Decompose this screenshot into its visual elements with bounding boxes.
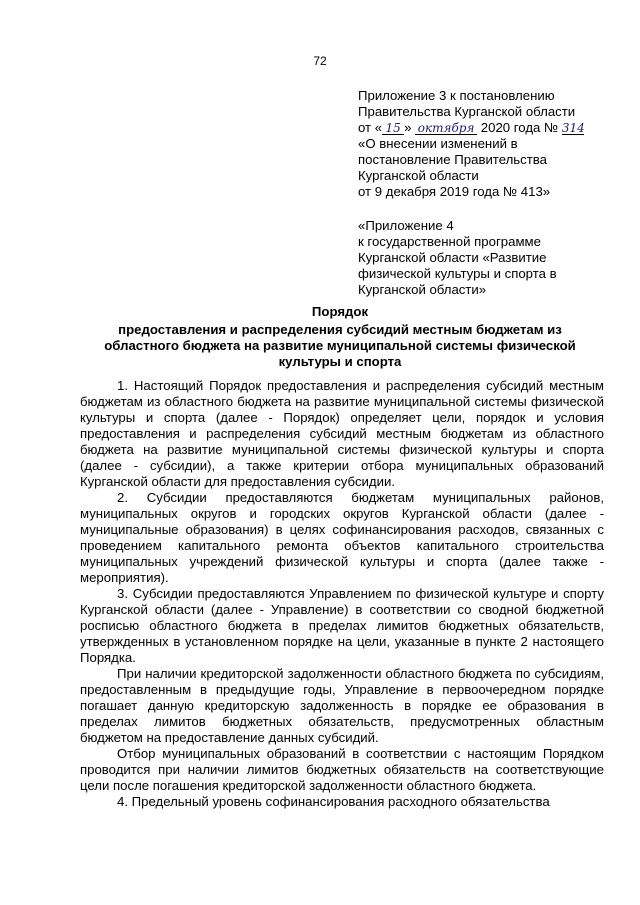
handwritten-month: октября [415, 122, 477, 135]
title-heading: Порядок [311, 304, 369, 319]
appendix-date-line [358, 120, 628, 136]
document-body [80, 378, 604, 810]
paragraph-4: При наличии кредиторской задолженности областного бюджета по субсидиям, предоставленным в предыдущие годы, Управление в первоочередном порядке погашает данную кредиторскую задолженность в порядке ее образования в пределах лимитов бюджетных обязательств, предусмотренных областным бюджетом на предоставление данных субсидий. [80, 666, 604, 745]
appendix-line-7: от 9 декабря 2019 года № 413» [358, 184, 551, 199]
handwritten-day: 15 [382, 122, 404, 135]
document-title [80, 304, 600, 370]
paragraph-6: 4. Предельный уровень софинансирования расходного обязательства [117, 794, 550, 809]
paragraph-3: 3. Субсидии предоставляются Управлением по физической культуре и спорту Курганской области (далее - Управление) в соответствии со сводной бюджетной росписью областного бюджета в пределах лимитов бюджетных обязательств, утвержденных в установленном порядке на цели, указанные в пункте 2 настоящего Порядка. [80, 586, 604, 665]
date-suffix: 2020 года № [480, 120, 559, 135]
appendix-line-8: «Приложение 4 [358, 218, 454, 233]
date-prefix: от « [358, 120, 383, 135]
paragraph-5: Отбор муниципальных образований в соответствии с настоящим Порядком проводится при наличии лимитов бюджетных обязательств на соответствующие цели после погашения кредиторской задолженности областного бюджета. [80, 746, 604, 793]
appendix-line-4: «О внесении изменений в [358, 136, 518, 151]
appendix-line-11: физической культуры и спорта в [358, 266, 557, 281]
appendix-header [358, 88, 628, 298]
title-subtitle-1: предоставления и распределения субсидий местным бюджетам из [118, 322, 562, 337]
appendix-line-6: Курганской области [358, 168, 479, 183]
title-subtitle-3: культуры и спорта [278, 354, 402, 369]
paragraph-2: 2. Субсидии предоставляются бюджетам муниципальных районов, муниципальных округов и городских округов Курганской области (далее - муниципальные образования) в целях софинансирования расходов, связанных с проведением капитального ремонта объектов капитального строительства муниципальных учреждений физической культуры и спорта (далее также - мероприятия). [80, 490, 604, 585]
appendix-line-2: Правительства Курганской области [358, 104, 576, 119]
page-number: 72 [313, 54, 327, 68]
appendix-line-12: Курганской области» [358, 282, 487, 297]
handwritten-number: 314 [561, 121, 585, 135]
appendix-line-5: постановление Правительства [358, 152, 547, 167]
appendix-line-9: к государственной программе [358, 234, 541, 249]
title-subtitle-2: областного бюджета на развитие муниципальной системы физической [104, 338, 576, 353]
appendix-line-1: Приложение 3 к постановлению [358, 88, 555, 103]
appendix-line-10: Курганской области «Развитие [358, 250, 547, 265]
paragraph-1: 1. Настоящий Порядок предоставления и распределения субсидий местным бюджетам из областного бюджета на развитие муниципальной системы физической культуры и спорта (далее - Порядок) определяет цели, порядок и условия предоставления и распределения субсидий местным бюджетам из областного бюджета на развитие муниципальной системы физической культуры и спорта (далее - субсидии), а также критерии отбора муниципальных образований Курганской области для предоставления субсидии. [80, 378, 604, 489]
date-mid: » [404, 120, 412, 135]
